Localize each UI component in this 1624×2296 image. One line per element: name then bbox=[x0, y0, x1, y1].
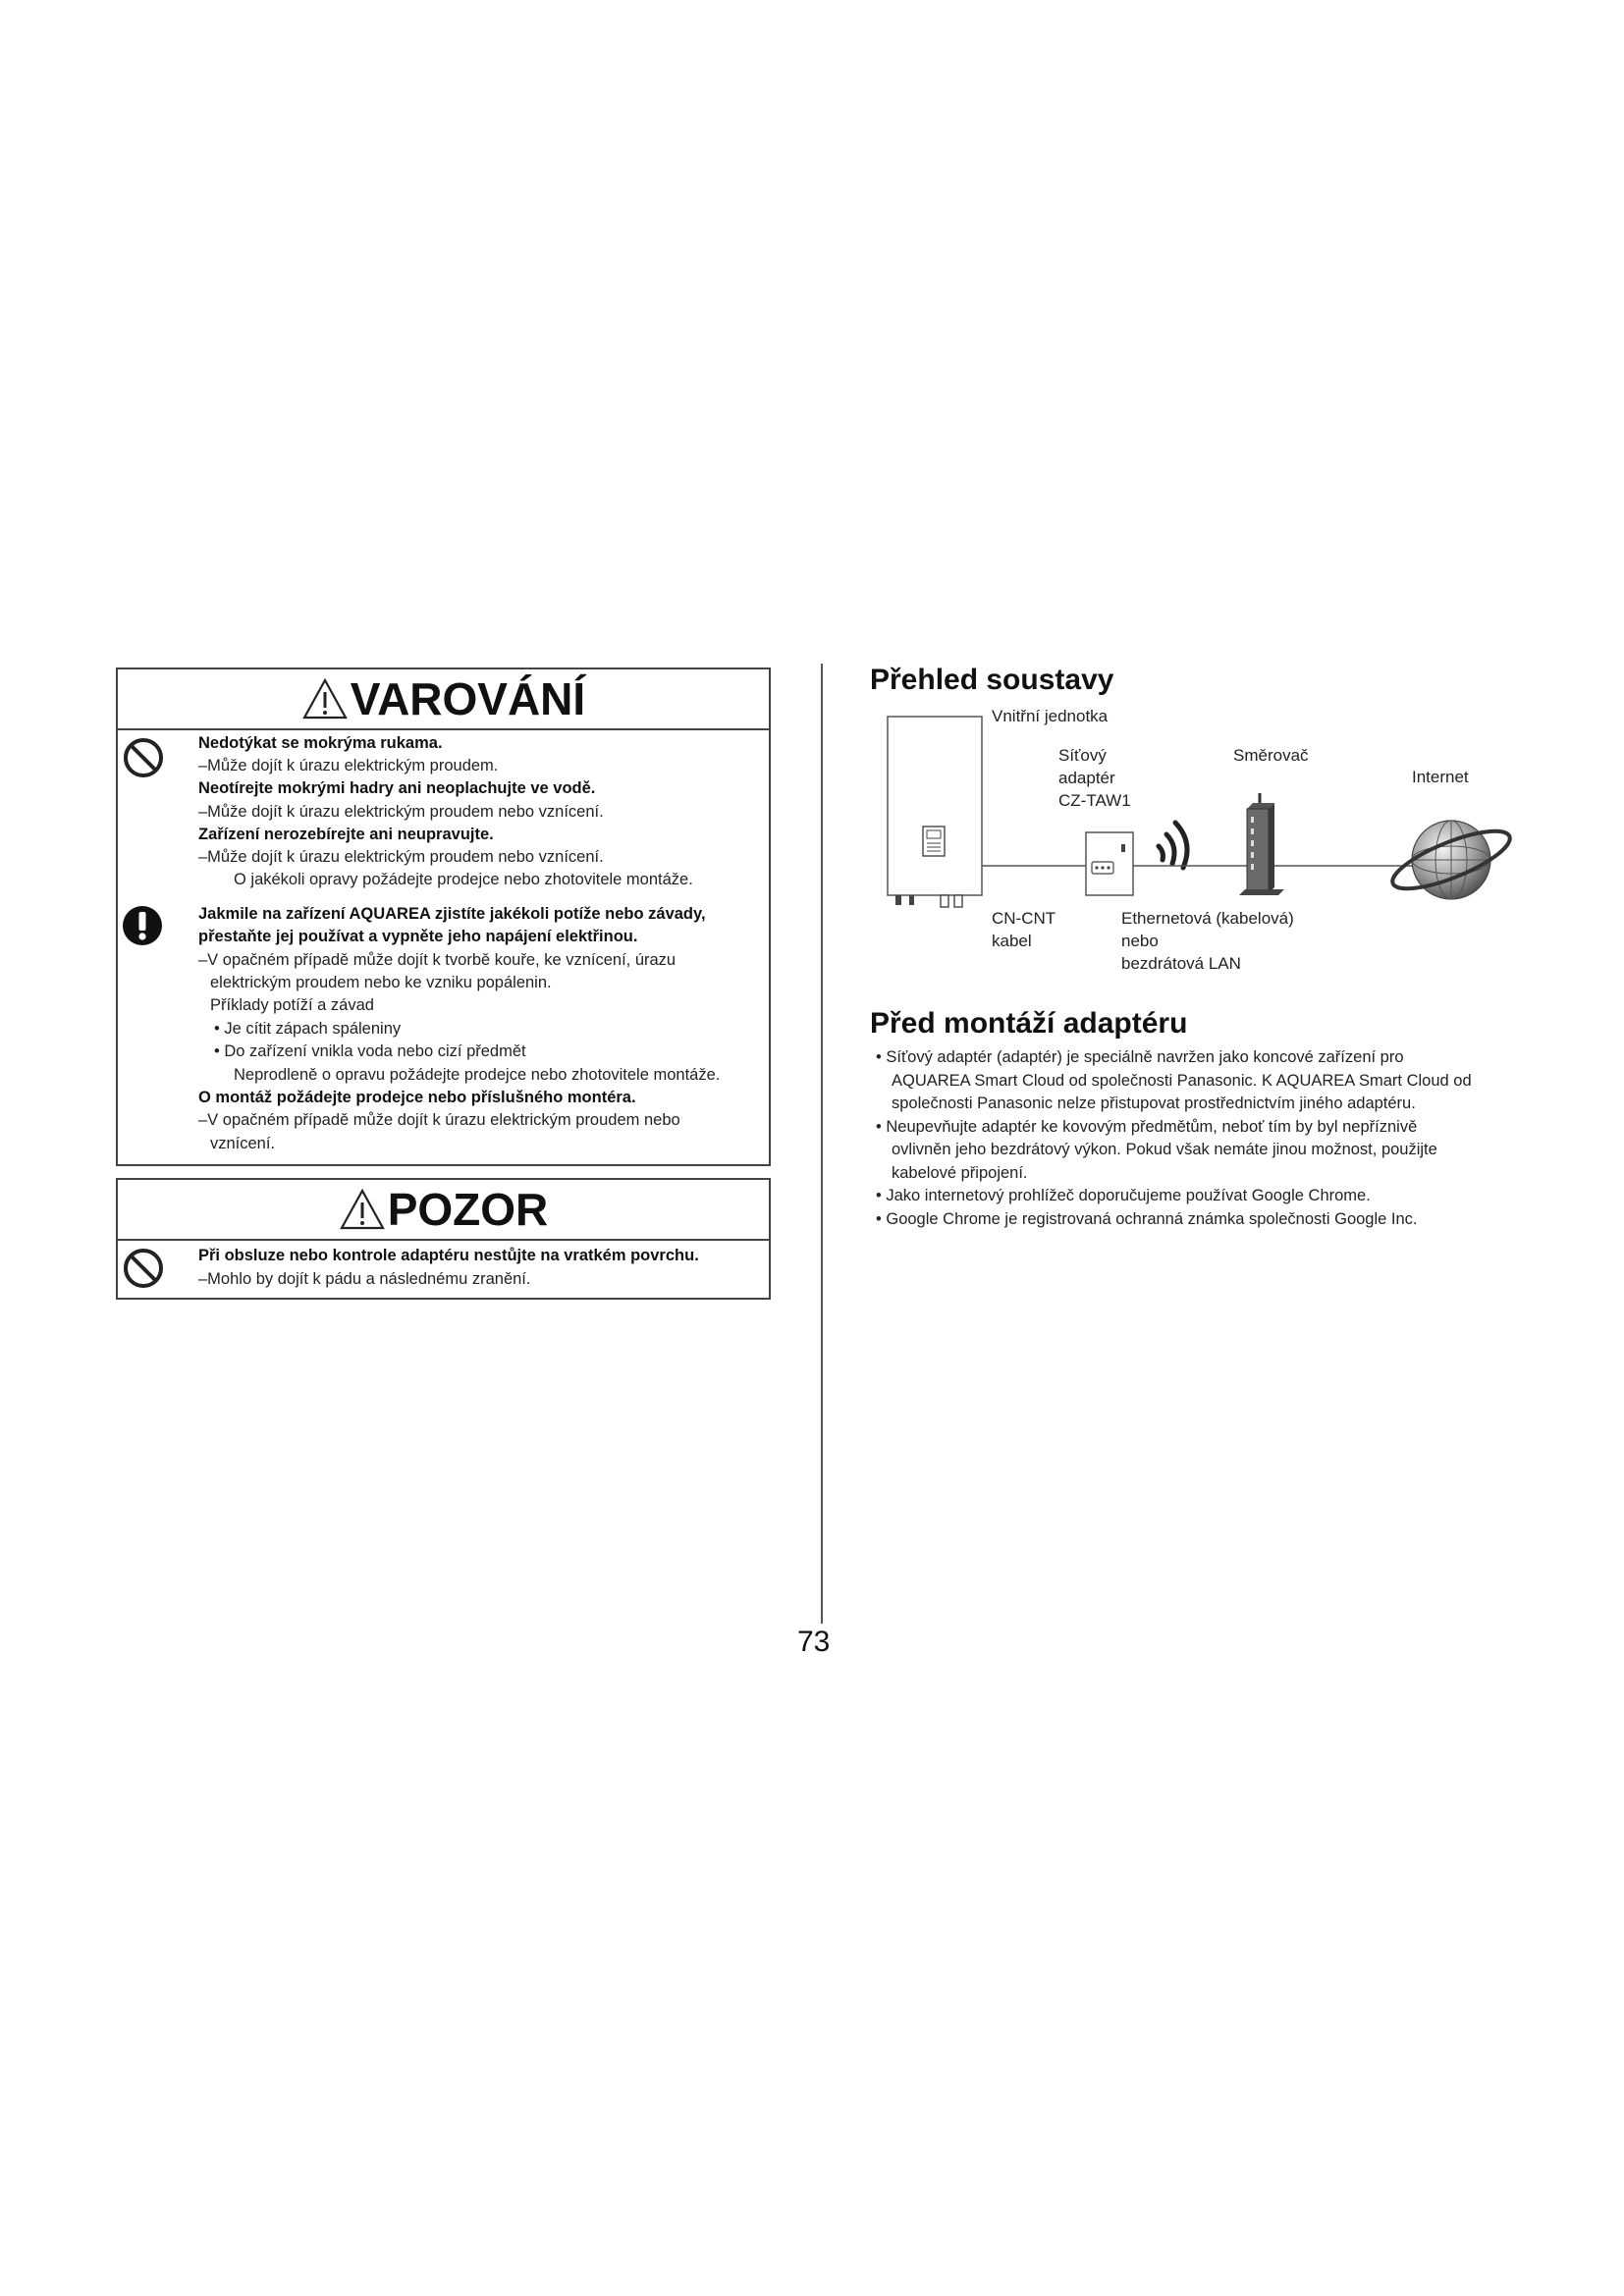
caution-line: Při obsluze nebo kontrole adaptéru nestůjte na vratkém povrchu. bbox=[198, 1247, 699, 1264]
overview-heading: Přehled soustavy bbox=[870, 664, 1114, 696]
warning-line: Neprodleně o opravu požádejte prodejce nebo zhotovitele montáže. bbox=[234, 1066, 721, 1084]
warning-line: Jakmile na zařízení AQUAREA zjistíte jakékoli potíže nebo závady, bbox=[198, 905, 706, 923]
router-icon bbox=[1239, 793, 1284, 895]
list-item: společnosti Panasonic nelze přistupovat prostřednictvím jiného adaptéru. bbox=[892, 1095, 1416, 1112]
warning-line: –Může dojít k úrazu elektrickým proudem nebo vznícení. bbox=[198, 848, 604, 866]
cable-label-2: kabel bbox=[992, 932, 1032, 950]
adapter-label-2: adaptér bbox=[1058, 769, 1115, 787]
warning-line: Zařízení nerozebírejte ani neupravujte. bbox=[198, 826, 494, 843]
warning-line: přestaňte jej používat a vypněte jeho napájení elektřinou. bbox=[198, 928, 638, 945]
warning-line: O jakékoli opravy požádejte prodejce nebo zhotovitele montáže. bbox=[234, 871, 693, 888]
list-item: AQUAREA Smart Cloud od společnosti Panasonic. K AQUAREA Smart Cloud od bbox=[892, 1072, 1472, 1090]
list-item: • Neupevňujte adaptér ke kovovým předmětům, neboť tím by byl nepříznivě bbox=[876, 1118, 1418, 1136]
caution-line: –Mohlo by dojít k pádu a následnému zranění. bbox=[198, 1270, 531, 1288]
warning-line: • Je cítit zápach spáleniny bbox=[214, 1020, 402, 1038]
internet-globe-icon bbox=[1386, 820, 1516, 899]
caution-header bbox=[118, 1180, 769, 1241]
internet-label: Internet bbox=[1412, 768, 1469, 786]
list-item: • Jako internetový prohlížeč doporučujeme používat Google Chrome. bbox=[876, 1187, 1371, 1204]
adapter-label-1: Síťový bbox=[1058, 746, 1107, 765]
network-adapter-icon bbox=[1086, 832, 1133, 895]
prohibition-icon bbox=[122, 736, 165, 779]
caution-box bbox=[116, 1178, 771, 1300]
lan-label-3: bezdrátová LAN bbox=[1121, 954, 1241, 973]
warning-line: –V opačném případě může dojít k tvorbě kouře, ke vznícení, úrazu bbox=[198, 951, 677, 969]
list-item: kabelové připojení. bbox=[892, 1164, 1028, 1182]
lan-label-2: nebo bbox=[1121, 932, 1159, 950]
exclamation-icon bbox=[122, 905, 163, 946]
cable-label-1: CN-CNT bbox=[992, 909, 1056, 928]
warning-line: –Může dojít k úrazu elektrickým proudem. bbox=[198, 757, 499, 774]
list-item: ovlivněn jeho bezdrátový výkon. Pokud však nemáte jinou možnost, použijte bbox=[892, 1141, 1437, 1158]
warning-box bbox=[116, 667, 771, 1166]
router-label: Směrovač bbox=[1233, 746, 1309, 765]
warning-line: • Do zařízení vnikla voda nebo cizí předmět bbox=[214, 1042, 526, 1060]
warning-line: Neotírejte mokrými hadry ani neoplachujte ve vodě. bbox=[198, 779, 596, 797]
before-install-heading: Před montáží adaptéru bbox=[870, 1007, 1188, 1040]
adapter-label-3: CZ-TAW1 bbox=[1058, 791, 1131, 810]
warning-triangle-icon bbox=[301, 677, 349, 721]
warning-triangle-icon bbox=[339, 1188, 386, 1231]
wifi-signal-icon bbox=[1159, 823, 1187, 868]
lan-label-1: Ethernetová (kabelová) bbox=[1121, 909, 1294, 928]
warning-line: vznícení. bbox=[210, 1135, 276, 1152]
warning-line: O montáž požádejte prodejce nebo příslušného montéra. bbox=[198, 1089, 636, 1106]
warning-line: Příklady potíží a závad bbox=[210, 996, 374, 1014]
warning-title: VAROVÁNÍ bbox=[350, 673, 586, 724]
warning-line: Nedotýkat se mokrýma rukama. bbox=[198, 734, 443, 752]
page-number: 73 bbox=[797, 1626, 831, 1658]
caution-title: POZOR bbox=[387, 1184, 549, 1235]
warning-line: –Může dojít k úrazu elektrickým proudem nebo vznícení. bbox=[198, 803, 604, 821]
indoor-unit-label: Vnitřní jednotka bbox=[992, 707, 1109, 725]
column-divider bbox=[821, 664, 823, 1624]
warning-line: elektrickým proudem nebo ke vzniku popálenin. bbox=[210, 974, 552, 991]
list-item: • Google Chrome je registrovaná ochranná známka společnosti Google Inc. bbox=[876, 1210, 1418, 1228]
indoor-unit-icon bbox=[888, 717, 982, 907]
prohibition-icon bbox=[122, 1247, 165, 1290]
list-item: • Síťový adaptér (adaptér) je speciálně navržen jako koncové zařízení pro bbox=[876, 1048, 1404, 1066]
warning-line: –V opačném případě může dojít k úrazu elektrickým proudem nebo bbox=[198, 1111, 680, 1129]
system-diagram-graphic bbox=[874, 707, 1522, 923]
warning-header bbox=[118, 669, 769, 730]
